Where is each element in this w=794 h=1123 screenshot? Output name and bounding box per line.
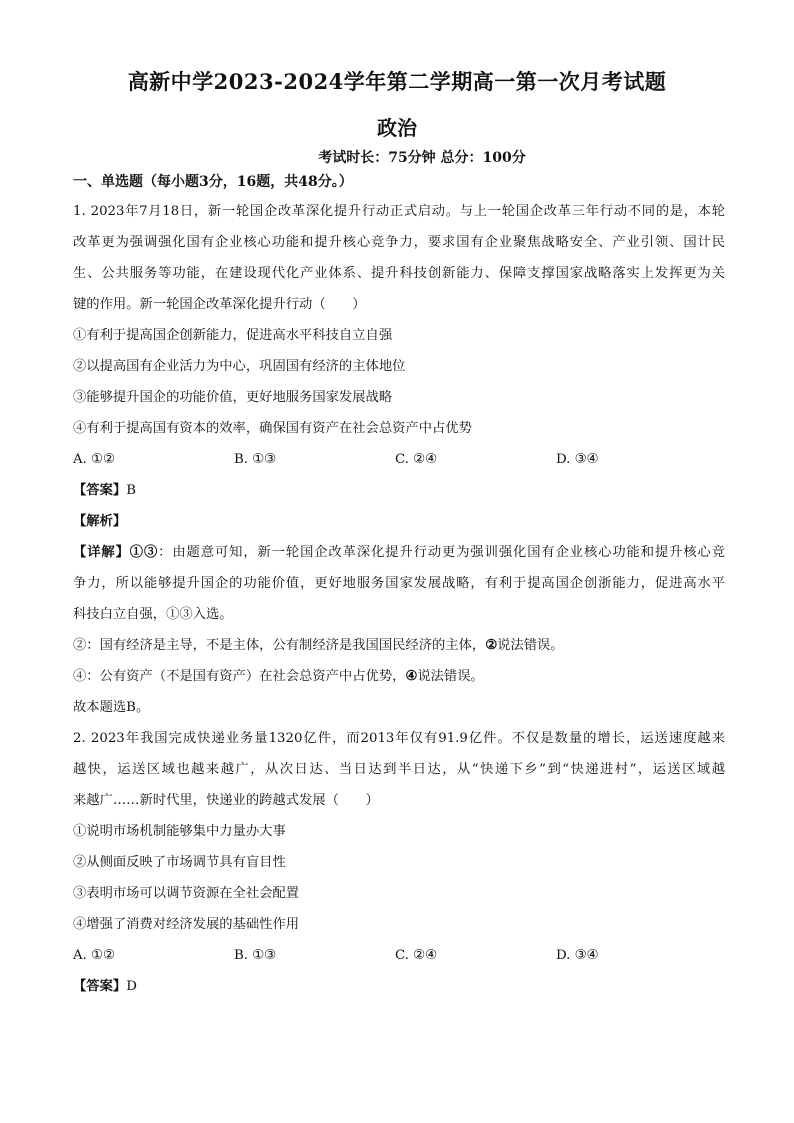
note-text: 说法错误。 bbox=[497, 638, 564, 653]
question-2-statement-2: ②从侧面反映了市场调节具有盲目性 bbox=[73, 855, 286, 870]
question-1-statement-2: ②以提高国有企业活力为中心，巩固国有经济的主体地位 bbox=[73, 359, 406, 374]
question-1-option-b: B. ①③ bbox=[234, 452, 277, 467]
section-heading: 一、单选题（每小题3分，16题，共48分。） bbox=[73, 174, 353, 190]
question-1-note-4 bbox=[73, 661, 725, 692]
question-1-note-2 bbox=[73, 630, 725, 661]
question-1 bbox=[73, 196, 725, 723]
question-2-statement-1: ①说明市场机制能够集中力量办大事 bbox=[73, 824, 286, 839]
detail-tag: 【详解】 bbox=[73, 545, 130, 560]
answer-value: B bbox=[126, 483, 136, 498]
question-2-statement-4: ④增强了消费对经济发展的基础性作用 bbox=[73, 917, 300, 932]
note-text: 说法错误。 bbox=[417, 669, 484, 684]
question-1-conclusion: 故本题选B。 bbox=[73, 700, 150, 715]
question-1-stem-line: 生、公共服务等功能，在建设现代化产业体系、提升科技创新能力、保障支撑国家战略落实上发挥更为关 bbox=[73, 266, 725, 281]
question-2-statement-3: ③表明市场可以调节资源在全社会配置 bbox=[73, 886, 300, 901]
question-2 bbox=[73, 723, 725, 1002]
question-1-stem-line: 1. 2023年7月18日，新一轮国企改革深化提升行动正式启动。与上一轮国企改革三年行动不同的是，本轮 bbox=[73, 204, 725, 219]
question-1-option-a: A. ①② bbox=[73, 452, 115, 467]
question-2-answer bbox=[73, 971, 725, 1002]
analysis-tag: 【解析】 bbox=[73, 514, 127, 529]
page-title: 高新中学2023-2024学年第二学期高一第一次月考试题 bbox=[127, 69, 667, 94]
question-1-statement-4: ④有利于提高国有资本的效率，确保国有资产在社会总资产中占优势 bbox=[73, 421, 472, 436]
detail-lead: ①③ bbox=[129, 545, 159, 560]
question-1-statement-3: ③能够提升国企的功能价值，更好地服务国家发展战略 bbox=[73, 390, 393, 405]
question-1-analysis bbox=[73, 506, 725, 537]
answer-tag: 【答案】 bbox=[73, 483, 127, 498]
question-2-stem-line: 越快，运送区域也越来越广，从次日达、当日达到半日达，从“快递下乡”到“快递进村”，运送区域越 bbox=[73, 762, 725, 777]
question-2-stem-line: 来越广……新时代里，快递业的跨越式发展（ ） bbox=[73, 793, 379, 808]
note-mark: ② bbox=[485, 638, 498, 653]
note-text: ②：国有经济是主导，不是主体，公有制经济是我国国民经济的主体， bbox=[73, 638, 486, 653]
question-2-option-a: A. ①② bbox=[73, 948, 115, 963]
question-1-answer bbox=[73, 475, 725, 506]
question-1-stem-line: 改革更为强调强化国有企业核心功能和提升核心竞争力，要求国有企业聚焦战略安全、产业引领、国计民 bbox=[73, 235, 725, 250]
subject-title: 政治 bbox=[377, 116, 417, 140]
question-2-option-d: D. ③④ bbox=[556, 948, 599, 963]
question-2-options bbox=[73, 940, 725, 971]
question-1-detail-line: 争力，所以能够提升国企的功能价值，更好地服务国家发展战略，有利于提高国企创浙能力，促进高水平 bbox=[73, 576, 725, 591]
detail-text: ：由题意可知，新一轮国企改革深化提升行动更为强训强化国有企业核心功能和提升核心竞 bbox=[158, 545, 726, 560]
question-1-options bbox=[73, 444, 725, 475]
note-text: ④：公有资产（不是国有资产）在社会总资产中占优势， bbox=[73, 669, 406, 684]
exam-info: 考试时长：75分钟 总分：100分 bbox=[318, 150, 526, 166]
note-mark: ④ bbox=[405, 669, 418, 684]
questions-content bbox=[73, 196, 725, 1002]
question-2-option-b: B. ①③ bbox=[234, 948, 277, 963]
question-1-stem-line: 键的作用。新一轮国企改革深化提升行动（ ） bbox=[73, 297, 366, 312]
question-1-detail-line: 科技白立自强，①③入选。 bbox=[73, 607, 233, 622]
question-1-detail-line bbox=[73, 537, 725, 568]
question-2-option-c: C. ②④ bbox=[395, 948, 437, 963]
answer-value: D bbox=[126, 979, 137, 994]
question-1-statement-1: ①有利于提高国企创新能力，促进高水平科技自立自强 bbox=[73, 328, 393, 343]
question-2-stem-line: 2. 2023年我国完成快递业务量1320亿件，而2013年仅有91.9亿件。不仅是数量的增长，运送速度越来 bbox=[73, 731, 725, 746]
answer-tag: 【答案】 bbox=[73, 979, 127, 994]
question-1-option-d: D. ③④ bbox=[556, 452, 599, 467]
question-1-option-c: C. ②④ bbox=[395, 452, 437, 467]
